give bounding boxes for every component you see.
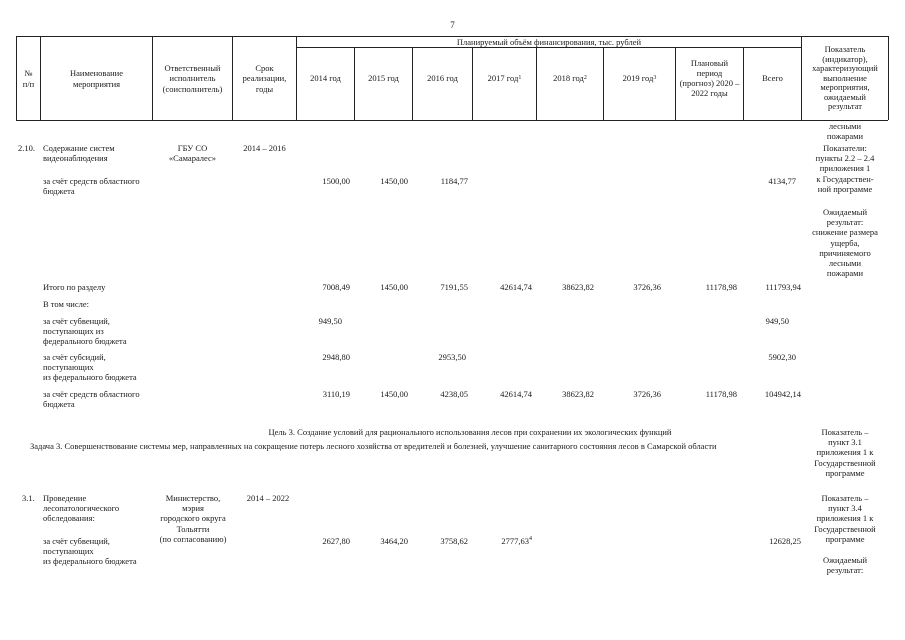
row-2-10-2016: 1184,77 (440, 176, 468, 186)
subsidies-2014: 2948,80 (322, 352, 350, 362)
regional-2016: 4238,05 (440, 389, 468, 399)
task-3-title: Задача 3. Совершенствование системы мер, направленных на сокращение потерь лесного хозяйства от вредителей и болезней, улучшение санитарного состояния лесов в Самарской области (30, 441, 717, 451)
row-2-10-total: 4134,77 (768, 176, 796, 186)
header-2015: 2015 год (368, 72, 399, 83)
header-total: Всего (762, 72, 783, 83)
header-indicator: Показатель (индикатор), характеризующий выполнение мероприятия, ожидаемый результат (812, 44, 878, 112)
section-total-2019: 3726,36 (633, 282, 661, 292)
table-header-bottom-border (16, 120, 888, 121)
row-2-10-term: 2014 – 2016 (243, 143, 286, 153)
row-3-1-num: 3.1. (22, 493, 35, 503)
row-2-10-2014: 1500,00 (322, 176, 350, 186)
goal-3-indicator: Показатель – пункт 3.1 приложения 1 к Государственной программе (814, 427, 876, 478)
section-total-plan: 11178,98 (705, 282, 737, 292)
row-3-1-sub-label: за счёт субвенций, поступающих из федерального бюджета (43, 536, 137, 567)
regional-2018: 38623,82 (562, 389, 594, 399)
header-name: Наименование мероприятия (70, 68, 123, 89)
header-2014: 2014 год (310, 72, 341, 83)
row-3-1-2015: 3464,20 (380, 536, 408, 546)
regional-plan: 11178,98 (705, 389, 737, 399)
section-total-total: 111793,94 (765, 282, 801, 292)
subventions-2014: 949,50 (318, 316, 342, 326)
row-2-10-2015: 1450,00 (380, 176, 408, 186)
section-total-2014: 7008,49 (322, 282, 350, 292)
including-label: В том числе: (43, 299, 89, 309)
row-2-10-sub-label: за счёт средств областного бюджета (43, 176, 140, 197)
section-total-label: Итого по разделу (43, 282, 106, 292)
row-2-10-responsible: ГБУ СО «Самаралес» (168, 143, 217, 164)
header-2018: 2018 год 2 (553, 72, 587, 83)
header-term: Срок реализации, годы (242, 63, 287, 94)
subventions-label: за счёт субвенций, поступающих из федерального бюджета (43, 316, 127, 347)
section-total-2016: 7191,55 (440, 282, 468, 292)
regional-2019: 3726,36 (633, 389, 661, 399)
regional-2015: 1450,00 (380, 389, 408, 399)
row-3-1-responsible: Министерство, мэрия городского округа Тольятти (по согласованию) (159, 493, 227, 544)
row-2-10-num: 2.10. (18, 143, 35, 153)
page-number: 7 (450, 20, 455, 30)
row-2-10-name: Содержание систем видеонаблюдения (43, 143, 115, 164)
header-plan-period: Плановый период (прогноз) 2020 – 2022 годы (679, 57, 740, 99)
header-num: № п/п (22, 68, 35, 89)
row-3-1-indicator: Показатель – пункт 3.4 приложения 1 к Государственной программе (814, 493, 876, 544)
row-3-1-term: 2014 – 2022 (246, 493, 290, 503)
row-2-10-expected: Ожидаемый результат: снижение размера ущерба, причиняемого лесными пожарами (812, 207, 878, 279)
subsidies-label: за счёт субсидий, поступающих из федерального бюджета (43, 352, 137, 383)
row-3-1-2014: 2627,80 (322, 536, 350, 546)
row-3-1-2016: 3758,62 (440, 536, 468, 546)
section-total-2018: 38623,82 (562, 282, 594, 292)
col-border (888, 36, 889, 120)
indicator-carry-over: лесными пожарами (826, 121, 864, 142)
section-total-2017: 42614,74 (500, 282, 532, 292)
row-3-1-2017: 2777,63$^4$ (501, 536, 532, 546)
subventions-total: 949,50 (765, 316, 789, 326)
row-3-1-expected: Ожидаемый результат: (822, 555, 868, 576)
header-2017: 2017 год 1 (487, 72, 522, 83)
regional-label: за счёт средств областного бюджета (43, 389, 140, 410)
subsidies-total: 5902,30 (768, 352, 796, 362)
row-3-1-name: Проведение лесопатологического обследования: (43, 493, 120, 524)
header-funding-group: Планируемый объём финансирования, тыс. рублей (456, 36, 642, 47)
row-2-10-indicator: Показатели: пункты 2.2 – 2.4 приложения 1 к Государствен- ной программе (815, 143, 875, 194)
row-3-1-total: 12628,25 (769, 536, 801, 546)
regional-2014: 3110,19 (322, 389, 350, 399)
section-total-2015: 1450,00 (380, 282, 408, 292)
regional-2017: 42614,74 (500, 389, 532, 399)
subsidies-2016: 2953,50 (438, 352, 466, 362)
header-2016: 2016 год (427, 72, 458, 83)
goal-3-title: Цель 3. Создание условий для рационального использования лесов при сохранении их экологических функций (268, 427, 672, 437)
regional-total: 104942,14 (764, 389, 801, 399)
header-responsible: Ответственный исполнитель (соисполнитель) (162, 63, 223, 94)
header-2019: 2019 год 3 (622, 72, 657, 83)
